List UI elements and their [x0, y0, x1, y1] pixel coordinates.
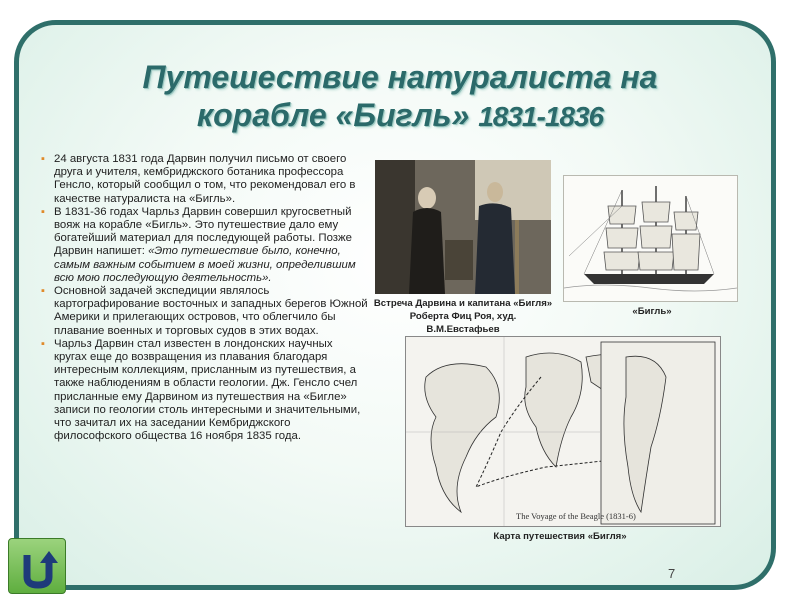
voyage-map [405, 336, 721, 527]
title-line2: корабле «Бигль» [196, 97, 470, 133]
bullet-item: ▪ Основной задачей экспедиции являлось картографирование восточных и западных берегов Южной Америки и прилегающих островов, что облегчило бы плавание военных и торговых судов в этих водах. [41, 285, 368, 337]
bullet-item: ▪ В 1831-36 годах Чарльз Дарвин совершил кругосветный вояж на корабле «Бигль». Это путешествие дало ему богатейший материал для последующей работы. Позже Дарвин напишет: «Это путешествие было, конечно, самым важным событием в моей жизни, определившим всю мою последующую деятельность». [41, 205, 356, 284]
beagle-ship-image [563, 175, 738, 302]
bullet-list [38, 153, 368, 443]
map-caption: Карта путешествия «Бигля» [493, 531, 627, 542]
map-inner-title: The Voyage of the Beagle (1831-6) [516, 511, 636, 521]
title-years: 1831-1836 [478, 101, 604, 132]
page-number: 7 [668, 566, 676, 581]
painting-caption: Встреча Дарвина и капитана «Бигля» Роберта Фиц Роя, худ. В.М.Евстафьев [373, 298, 553, 335]
bullet-marker: ▪ [41, 337, 45, 350]
title-line1: Путешествие натуралиста на [142, 59, 658, 95]
darwin-quote: «Это путешествие было, конечно, самым важным событием в моей жизни, определившим всю мою последующую деятельность». [54, 245, 356, 284]
darwin-fitzroy-painting [375, 160, 551, 294]
bullet-item: ▪ Чарльз Дарвин стал известен в лондонских научных кругах еще до возвращения из плавания благодаря интересным коллекциям, присланным из путешествия, а также наблюдениям в области геологии. Дж. Генсло счел присланные ему Дарвином из путешествия на «Бигле» записи по геологии столь интересными и значительными, что зачитал их на заседании Кембриджского философского общества 16 ноября 1835 года. [41, 337, 361, 443]
slide-title [60, 58, 740, 136]
return-arrow-icon [9, 539, 67, 595]
bullet-marker: ▪ [41, 205, 45, 218]
bullet-marker: ▪ [41, 153, 45, 165]
return-button[interactable] [8, 538, 66, 594]
ship-caption: «Бигль» [632, 306, 672, 317]
bullet-marker: ▪ [41, 285, 45, 298]
bullet-item: ▪ 24 августа 1831 года Дарвин получил письмо от своего друга и учителя, кембриджского ботаника профессора Генсло, который сообщил о том, что рекомендовал его в качестве натуралиста на «Бигль». [41, 153, 356, 205]
